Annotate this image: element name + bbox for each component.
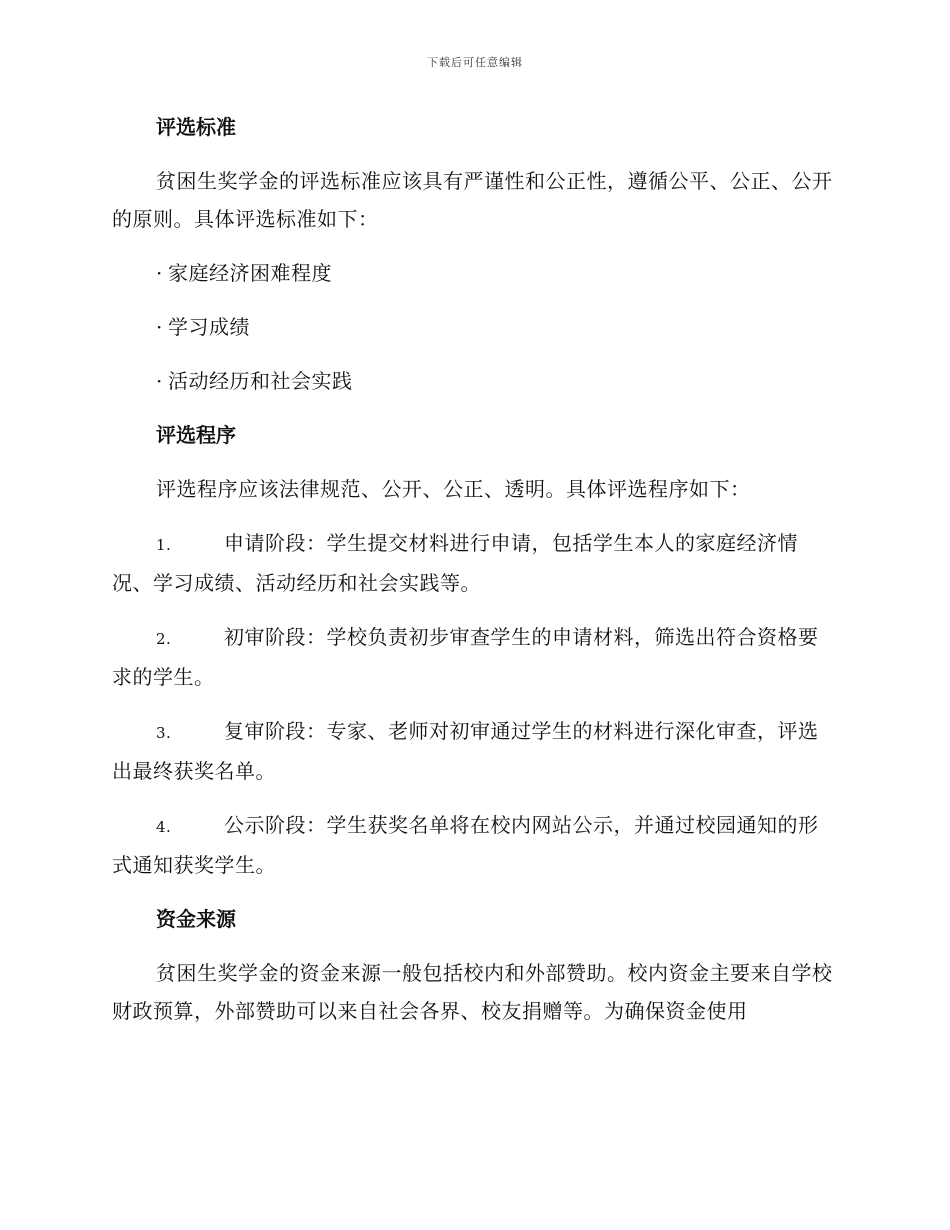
criteria-bullet-item <box>112 254 834 292</box>
procedure-step <box>112 806 834 884</box>
step-text: 申请阶段：学生提交材料进行申请，包括学生本人的家庭经济情况、学习成绩、活动经历和社会实践等。 <box>112 531 798 595</box>
criteria-intro-paragraph: 贫困生奖学金的评选标准应该具有严谨性和公正性，遵循公平、公正、公开的原则。具体评选标准如下： <box>112 169 833 231</box>
page-header: 下载后可任意编辑 <box>427 56 523 69</box>
bullet-marker: · <box>156 315 163 339</box>
bullet-text: 活动经历和社会实践 <box>168 369 353 393</box>
step-number: 1. <box>156 536 172 554</box>
funding-intro-paragraph: 贫困生奖学金的资金来源一般包括校内和外部赞助。校内资金主要来自学校财政预算，外部赞助可以来自社会各界、校友捐赠等。为确保资金使用 <box>112 961 833 1023</box>
step-text: 初审阶段：学校负责初步审查学生的申请材料，筛选出符合资格要求的学生。 <box>112 625 819 689</box>
bullet-marker: · <box>156 369 163 393</box>
section-heading-procedure: 评选程序 <box>156 423 236 447</box>
procedure-intro-paragraph: 评选程序应该法律规范、公开、公正、透明。具体评选程序如下： <box>156 477 751 501</box>
procedure-step <box>112 712 834 790</box>
section-heading-criteria: 评选标准 <box>156 115 236 139</box>
criteria-bullet-item <box>112 362 834 400</box>
step-number: 2. <box>156 630 172 648</box>
step-number: 3. <box>156 724 172 742</box>
bullet-text: 家庭经济困难程度 <box>168 261 332 285</box>
procedure-step <box>112 618 834 696</box>
criteria-bullet-item <box>112 308 834 346</box>
bullet-marker: · <box>156 261 163 285</box>
bullet-text: 学习成绩 <box>168 315 250 339</box>
procedure-step <box>112 524 834 602</box>
section-heading-funding: 资金来源 <box>156 907 236 931</box>
document-body <box>112 108 834 1046</box>
step-number: 4. <box>156 818 172 836</box>
step-text: 复审阶段：专家、老师对初审通过学生的材料进行深化审查，评选出最终获奖名单。 <box>112 719 819 783</box>
step-text: 公示阶段：学生获奖名单将在校内网站公示，并通过校园通知的形式通知获奖学生。 <box>112 813 819 877</box>
